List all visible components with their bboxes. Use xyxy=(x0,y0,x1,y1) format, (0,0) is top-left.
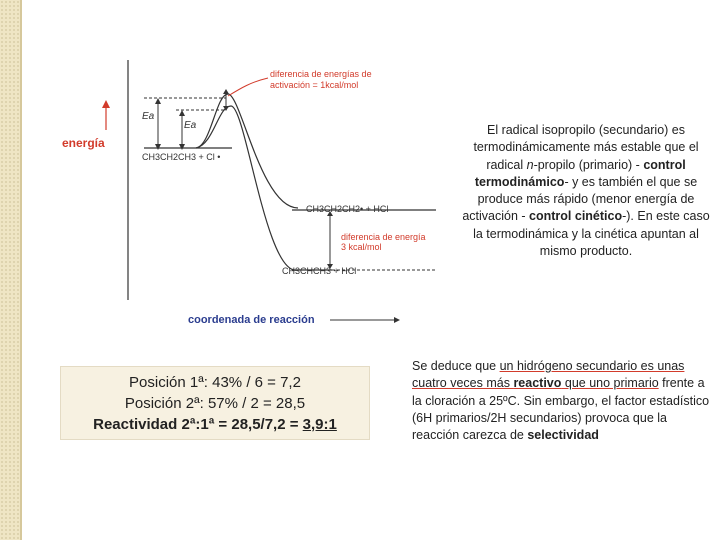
conclusion-part-5: frente a la cloración a 25ºC. Sin embargo, el factor estadístico (6H primarios/2H secundarios) provoca que la reacción carezca de xyxy=(412,376,710,443)
explanation-part-1: El radical isopropilo (secundario) es termodinámicamente más estable que el radical xyxy=(473,123,699,172)
explanation-italic-n: n xyxy=(526,157,534,172)
x-axis-arrow-head xyxy=(394,317,400,323)
stripe-edge xyxy=(20,0,22,540)
activation-diff-arrow-head-up xyxy=(223,89,229,94)
conclusion-underlined-2: que uno primario xyxy=(561,376,659,391)
conclusion-part-1: Se deduce que xyxy=(412,359,500,373)
energy-diff-label-line1: diferencia de energía xyxy=(341,232,426,242)
curve-secondary xyxy=(196,106,298,270)
activation-diff-pointer xyxy=(228,78,268,96)
activation-diff-label-line1: diferencia de energías de xyxy=(270,69,372,79)
primary-product-label: CH3CH2CH2• + HCl xyxy=(306,204,389,214)
position-1-line: Posición 1ª: 43% / 6 = 7,2 xyxy=(129,374,301,391)
explanation-part-2: -propilo (primario) - xyxy=(533,157,644,172)
energy-arrow-head xyxy=(102,100,110,108)
decorative-left-stripe xyxy=(0,0,20,540)
ea-secondary-arrow-head-up xyxy=(179,110,185,116)
position-2-line: Posición 2ª: 57% / 2 = 28,5 xyxy=(124,395,306,412)
conclusion-text xyxy=(412,358,710,444)
y-axis-label: energía xyxy=(62,136,105,150)
reactivity-line-text: Reactividad 2ª:1ª = 28,5/7,2 = xyxy=(93,416,303,433)
ea-arrow-head-up xyxy=(155,98,161,104)
conclusion-selectividad: selectividad xyxy=(527,428,599,443)
activation-diff-label-line2: activación = 1kcal/mol xyxy=(270,80,359,90)
energy-diff-label-line2: 3 kcal/mol xyxy=(341,242,382,252)
reactivity-calculation-box xyxy=(60,366,370,440)
energy-diagram xyxy=(36,48,456,336)
reactivity-value: 3,9:1 xyxy=(302,416,337,433)
conclusion-reactivo: reactivo xyxy=(513,376,562,391)
ea-label: Ea xyxy=(142,111,155,122)
energy-diagram-svg xyxy=(36,48,456,336)
explanation-text xyxy=(462,122,710,260)
explanation-thermo-control: control termodinámico xyxy=(474,157,686,189)
ea-secondary-label: Ea xyxy=(184,120,197,131)
explanation-part-4: - y es también el que se produce más rápido (menor energía de activación - xyxy=(462,174,698,224)
secondary-product-label: CH3CHCH3 + HCl xyxy=(282,266,357,276)
ea-arrow-head-down xyxy=(155,144,161,150)
explanation-kinetic-control: control cinético xyxy=(529,209,623,224)
curve-primary xyxy=(196,94,298,208)
explanation-part-6: -). En este caso la termodinámica y la cinética apuntan al mismo producto. xyxy=(473,209,710,259)
reactants-label: CH3CH2CH3 + Cl • xyxy=(142,152,221,162)
ea-secondary-arrow-head-down xyxy=(179,144,185,150)
conclusion-underlined-1: un hidrógeno secundario es unas cuatro veces más xyxy=(412,359,685,391)
reactivity-line xyxy=(61,414,369,435)
x-axis-label: coordenada de reacción xyxy=(188,314,315,326)
